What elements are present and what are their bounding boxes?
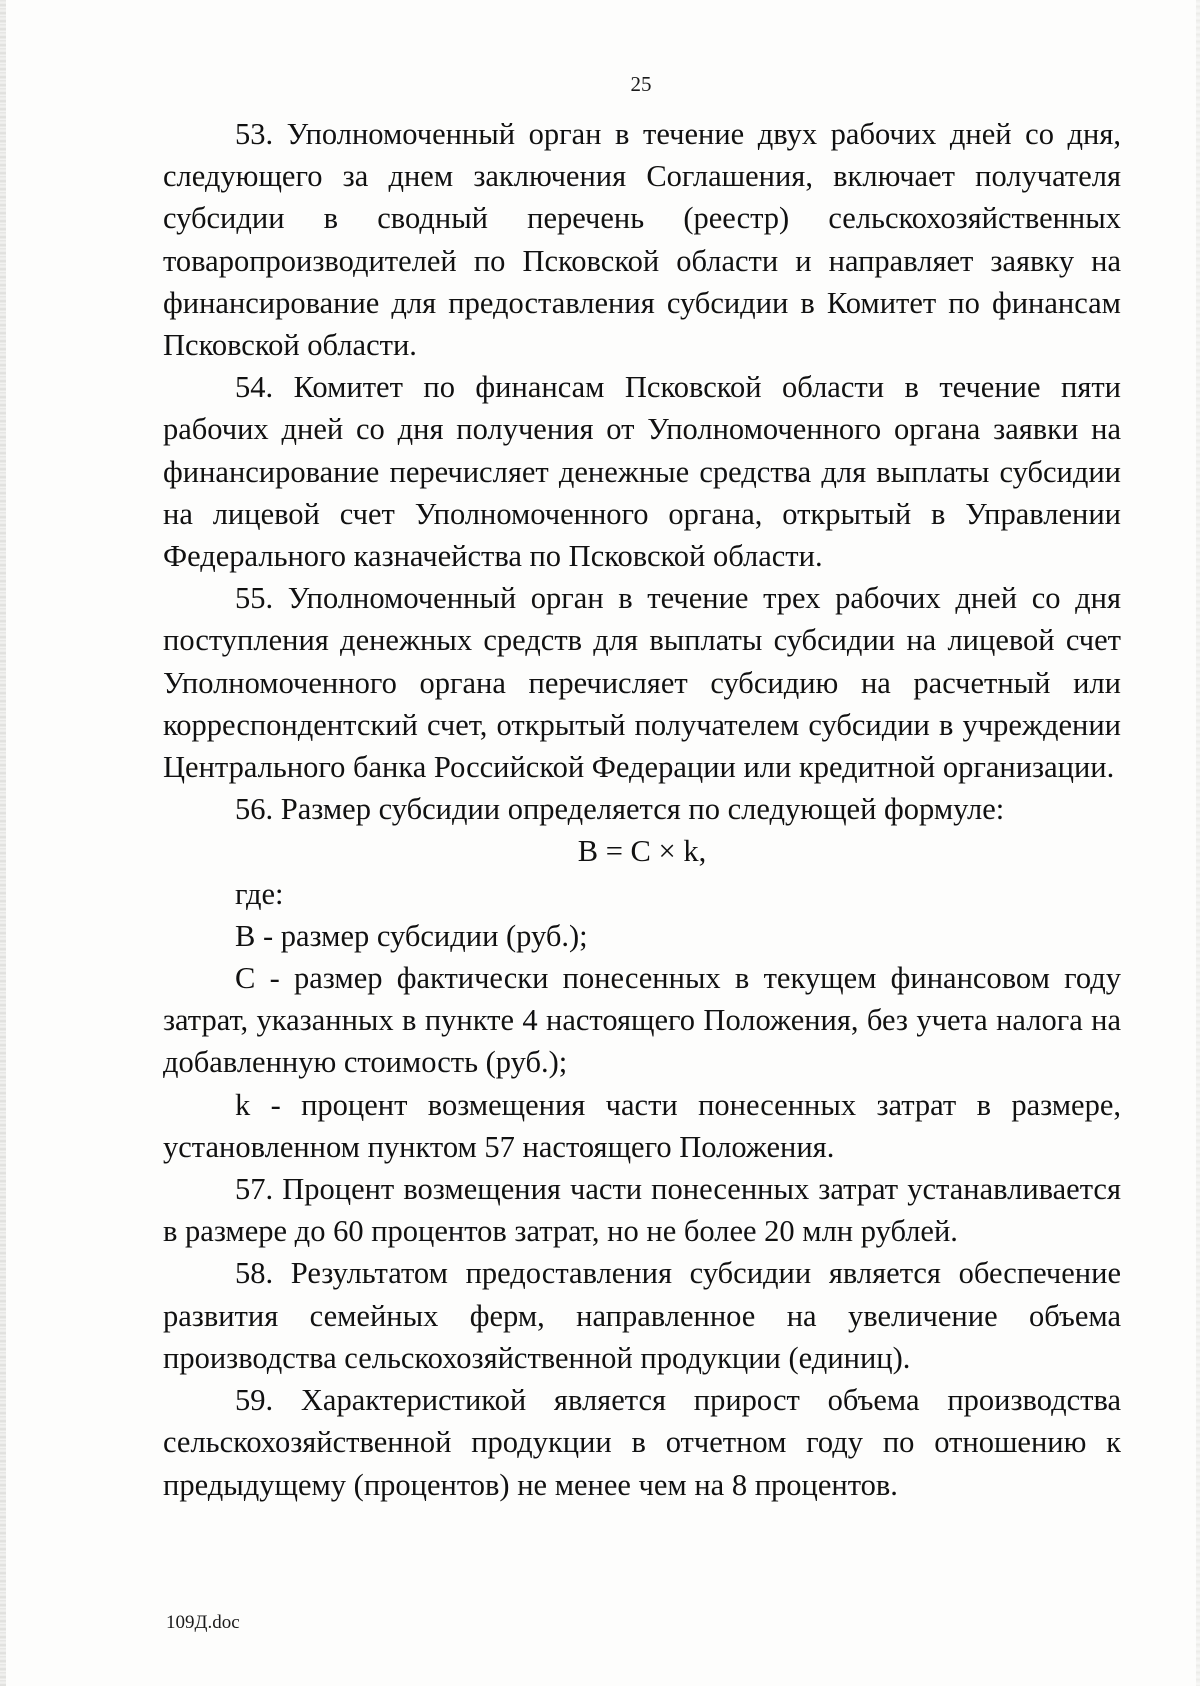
footer-file-name: 109Д.doc xyxy=(166,1612,240,1633)
scan-edge-right xyxy=(1196,0,1200,1686)
paragraph-56: 56. Размер субсидии определяется по следующей формуле: xyxy=(235,792,1005,827)
page-number: 25 xyxy=(630,72,652,96)
paragraph-55: 55. Уполномоченный орган в течение трех рабочих дней со дня поступления денежных средств для выплаты субсидии на лицевой счет Уполномоченного органа перечисляет субсидию на расчетный или корреспондентский счет, открытый получателем субсидии в учреждении Центрального банка Российской Федерации или кредитной организации. xyxy=(163,581,1121,785)
subsidy-formula: B = C × k, xyxy=(577,834,707,869)
formula-definition-b: B - размер субсидии (руб.); xyxy=(235,918,588,953)
paragraph-54: 54. Комитет по финансам Псковской области в течение пяти рабочих дней со дня получения от Уполномоченного органа заявки на финансирование перечисляет денежные средства для выплаты субсидии на лицевой счет Уполномоченного органа, открытый в Управлении Федерального казначейства по Псковской области. xyxy=(163,370,1121,574)
scan-edge-left xyxy=(0,0,6,1686)
formula-definition-c: C - размер фактически понесенных в текущем финансовом году затрат, указанных в пункте 4 настоящего Положения, без учета налога на добавленную стоимость (руб.); xyxy=(163,961,1121,1080)
paragraph-57: 57. Процент возмещения части понесенных затрат устанавливается в размере до 60 процентов затрат, но не более 20 млн рублей. xyxy=(163,1172,1121,1249)
formula-where-label: где: xyxy=(235,876,284,911)
document-body xyxy=(163,113,1121,1506)
formula-definition-k: k - процент возмещения части понесенных затрат в размере, установленном пунктом 57 настоящего Положения. xyxy=(163,1087,1121,1164)
paragraph-58: 58. Результатом предоставления субсидии является обеспечение развития семейных ферм, направленное на увеличение объема производства сельскохозяйственной продукции (единиц). xyxy=(163,1256,1121,1375)
paragraph-59: 59. Характеристикой является прирост объема производства сельскохозяйственной продукции в отчетном году по отношению к предыдущему (процентов) не менее чем на 8 процентов. xyxy=(163,1383,1121,1502)
paragraph-53: 53. Уполномоченный орган в течение двух рабочих дней со дня, следующего за днем заключения Соглашения, включает получателя субсидии в сводный перечень (реестр) сельскохозяйственных товаропроизводителей по Псковской области и направляет заявку на финансирование для предоставления субсидии в Комитет по финансам Псковской области. xyxy=(163,117,1121,363)
